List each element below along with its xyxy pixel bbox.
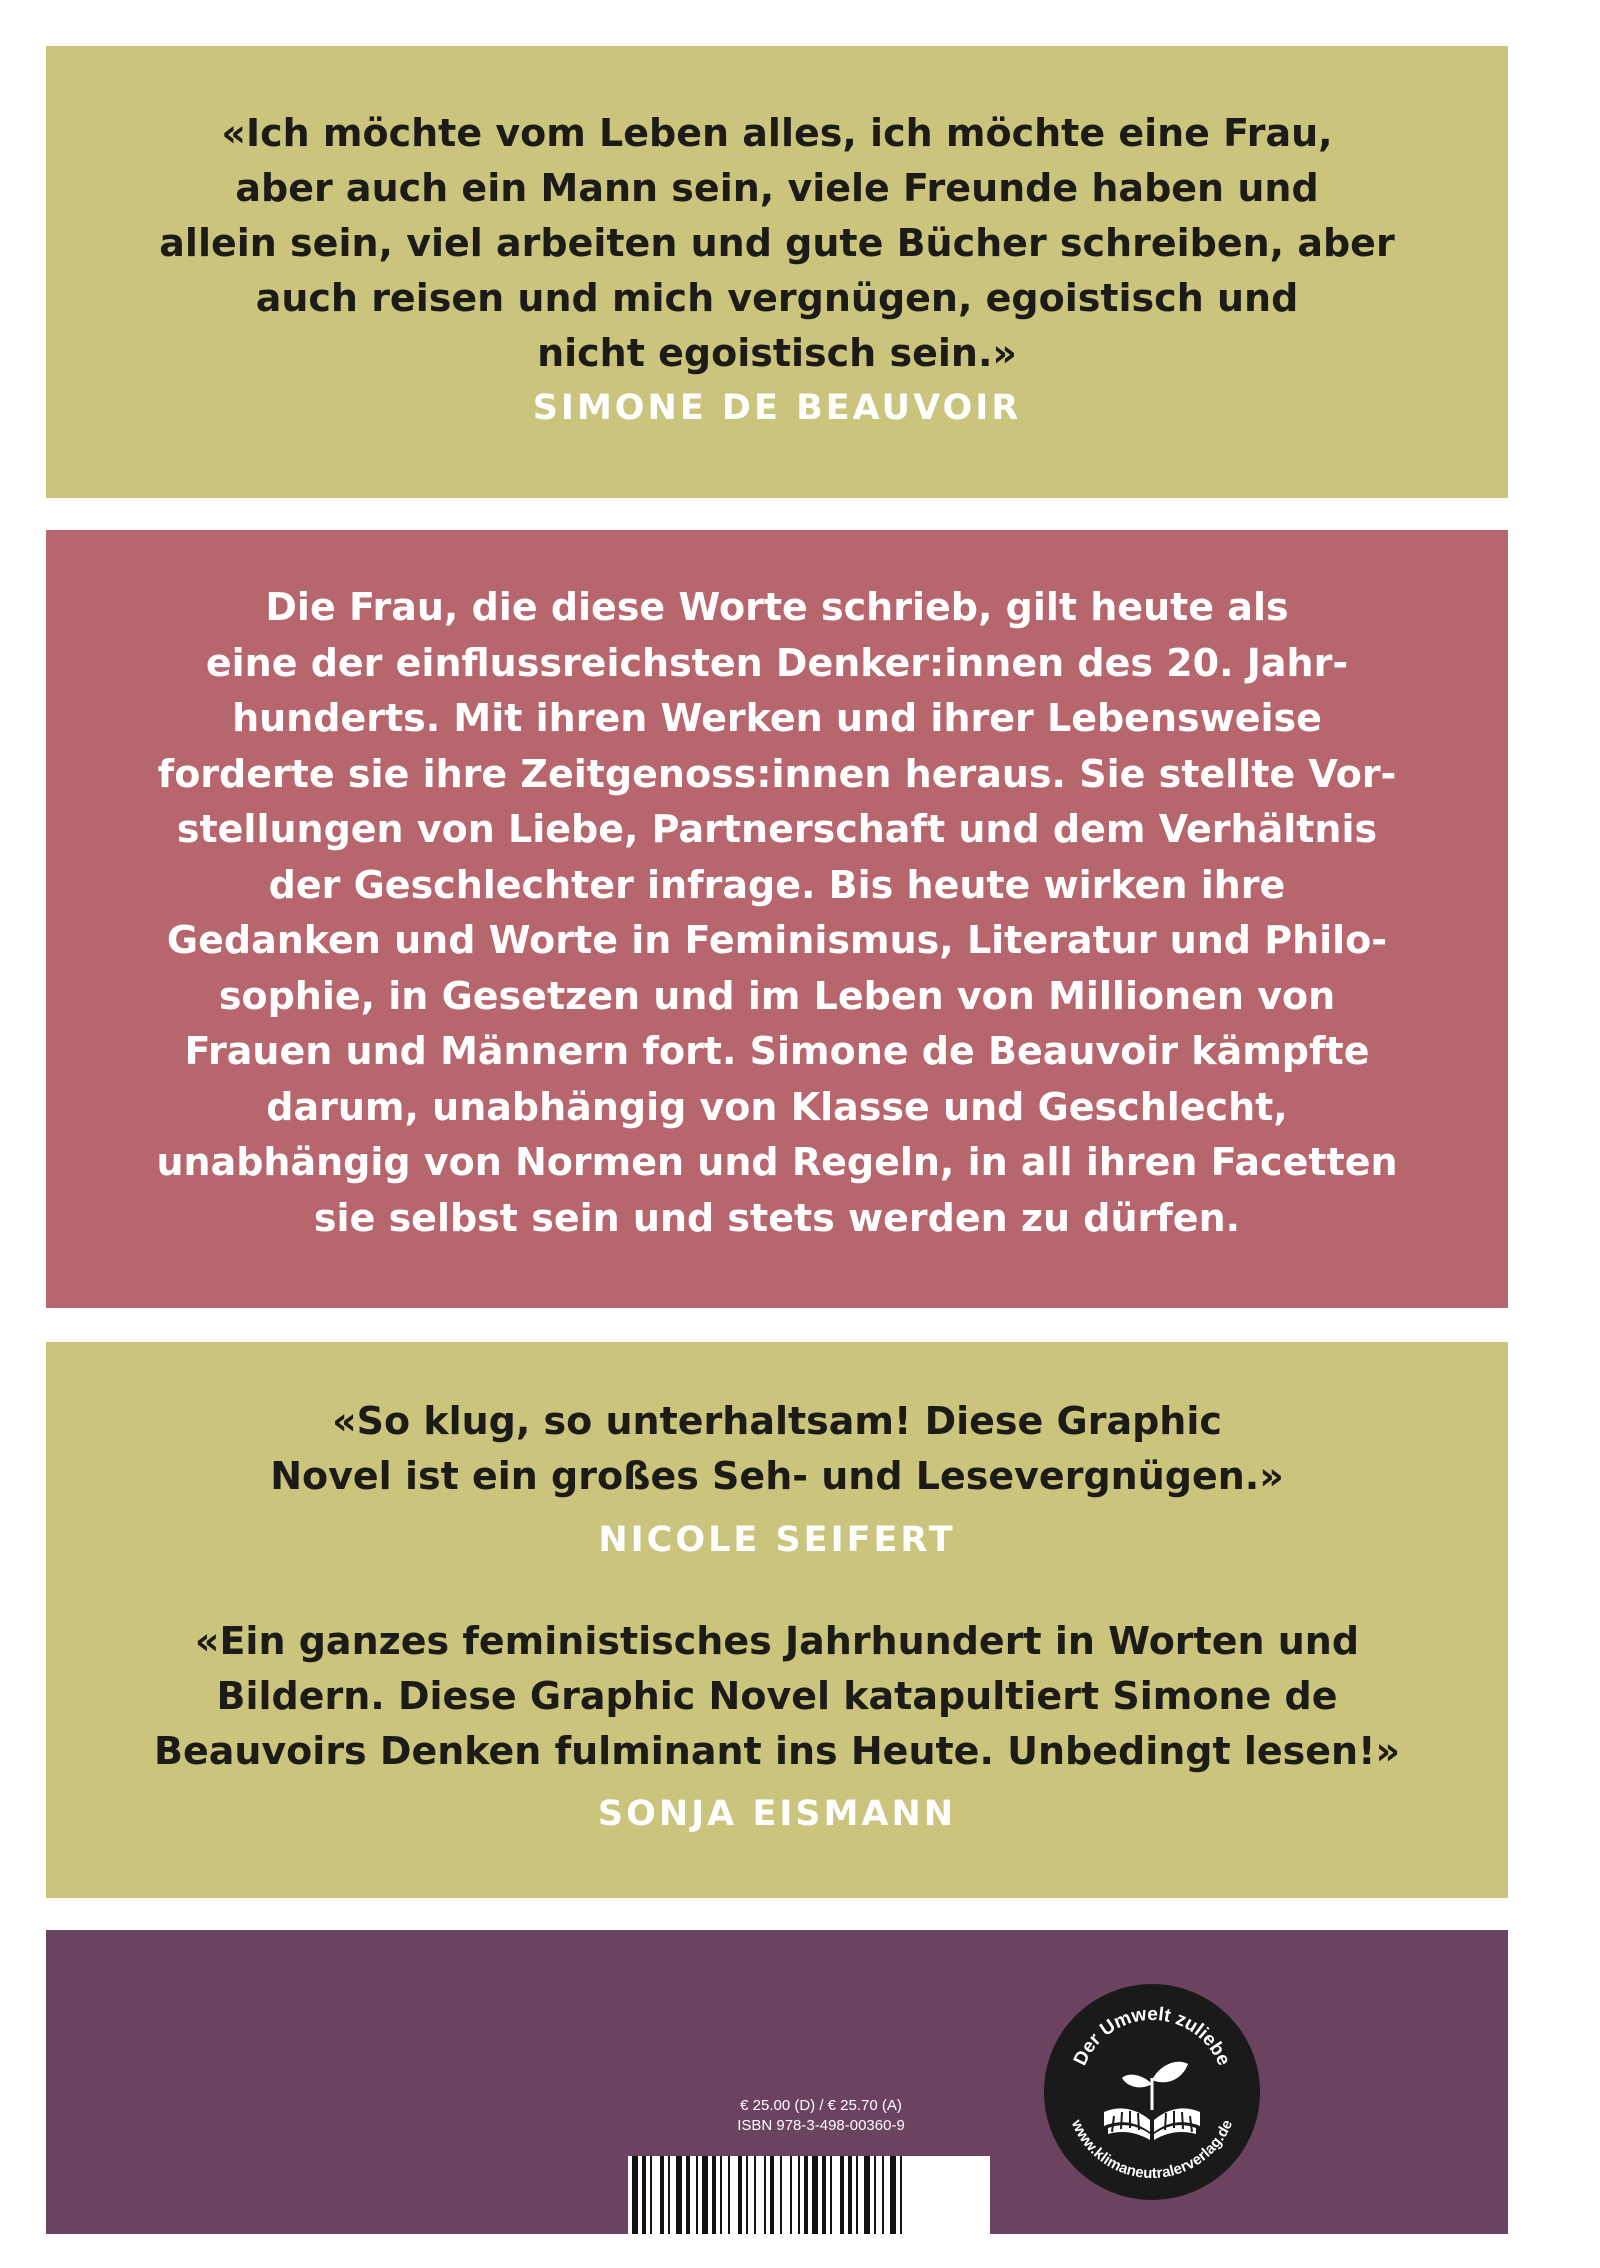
description-text: Die Frau, die diese Worte schrieb, gilt heute als eine der einflussreichsten Denker:innen des 20. Jahr- hunderts. Mit ihren Werken und ihrer Lebensweise forderte sie ihre Zeitgenoss:innen heraus. Sie stellte Vor- stellungen von Liebe, Partnerschaft und dem Verhältnis der Geschlechter infrage. Bis heute wirken ihre Gedanken und Worte in Feminismus, Literatur und Philo- sophie, in Gesetzen und im Leben von Millionen von Frauen und Männern fort. Simone de Beauvoir kämpfte darum, unabhängig von Klasse und Geschlecht, unabhängig von Normen und Regeln, in all ihren Facetten sie selbst sein und stets werden zu dürfen.	[156, 585, 1398, 1240]
description-panel	[46, 530, 1508, 1308]
review-quote: «Ein ganzes feministisches Jahrhundert in Worten und Bildern. Diese Graphic Novel katapultiert Simone de Beauvoirs Denken fulminant ins Heute. Unbedingt lesen!»	[153, 1619, 1400, 1773]
top-quote-panel	[46, 46, 1508, 498]
top-quote-author: SIMONE DE BEAUVOIR	[532, 388, 1022, 428]
isbn-text: ISBN 978-3-498-00360-9	[737, 2117, 905, 2134]
price-block	[666, 2096, 976, 2136]
barcode	[628, 2156, 990, 2234]
back-info-panel	[46, 1930, 1508, 2234]
barcode-graphic	[628, 2156, 990, 2234]
eco-seal-badge	[1042, 1982, 1262, 2202]
price-text: € 25.00 (D) / € 25.70 (A)	[740, 2097, 902, 2114]
top-quote-text: «Ich möchte vom Leben alles, ich möchte eine Frau, aber auch ein Mann sein, viele Freunde haben und allein sein, viel arbeiten und gute Bücher schreiben, aber auch reisen und mich vergnügen, egoistisch und nicht egoistisch sein.»	[159, 111, 1395, 375]
seal-bottom-text: www.klimaneutralerverlag.de	[1067, 2117, 1237, 2183]
reviews-panel	[46, 1342, 1508, 1898]
seal-top-text: Der Umwelt zuliebe	[1069, 2003, 1235, 2069]
review-author: SONJA EISMANN	[597, 1794, 957, 1834]
review-quote: «So klug, so unterhaltsam! Diese Graphic Novel ist ein großes Seh- und Lesevergnügen.»	[270, 1399, 1284, 1498]
review-author: NICOLE SEIFERT	[598, 1520, 956, 1560]
